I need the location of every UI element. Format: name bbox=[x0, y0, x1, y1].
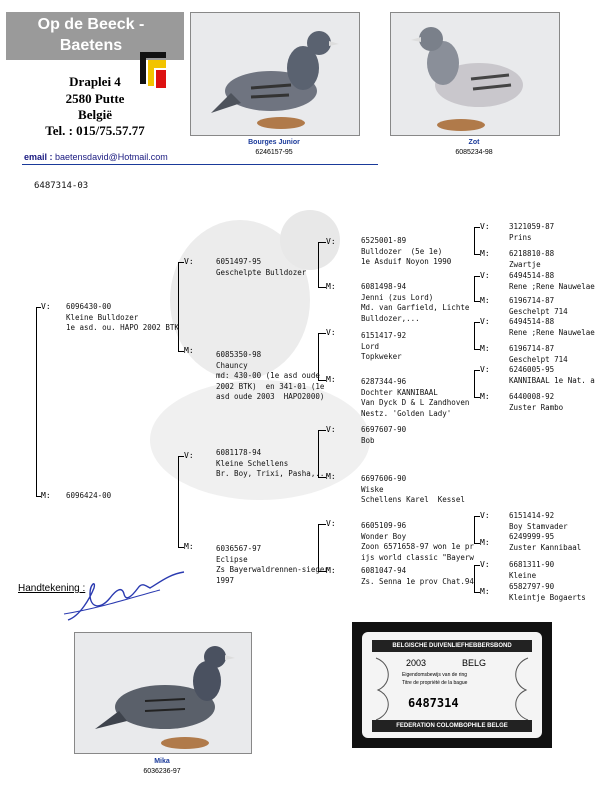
tree-line bbox=[36, 307, 37, 497]
label-v: V: bbox=[326, 425, 336, 434]
cert-ornament-left bbox=[372, 654, 400, 724]
gggp-11: 6681311-90 Kleine bbox=[509, 560, 555, 580]
label-v: V: bbox=[326, 237, 336, 246]
dam: 6096424-00 bbox=[66, 491, 112, 500]
city: 2580 Putte bbox=[65, 91, 125, 106]
caption-name-top-right: Zot bbox=[468, 139, 480, 146]
caption-ring-top-right: 6085234-98 bbox=[455, 149, 493, 156]
signature-label: Handtekening : bbox=[18, 583, 86, 594]
tree-line bbox=[474, 516, 475, 544]
label-m: M: bbox=[480, 249, 490, 258]
tree-line bbox=[318, 242, 326, 243]
gggp-5: 6494514-88 Rene ;Rene Nauwelae bbox=[509, 317, 595, 337]
sire-dam: 6085350-98 Chauncy md: 430-00 (1e asd oude 2002 BTK) en 341-01 (1e asd oude 2003 HAPO2000) bbox=[216, 350, 325, 401]
sire-sire: 6051497-95 Geschelpte Bulldozer bbox=[216, 257, 307, 277]
cert-org-fr: FEDERATION COLOMBOPHILE BELGE bbox=[372, 720, 532, 732]
tree-line bbox=[474, 322, 475, 350]
gggp-2: 6218810-88 Zwartje bbox=[509, 249, 555, 269]
gggp-1: 3121059-87 Prins bbox=[509, 222, 555, 242]
tree-line bbox=[474, 227, 475, 255]
ggp-1: 6525001-89 Bulldozer (5e 1e) 1e Asduif Noyon 1990 bbox=[361, 236, 452, 266]
pigeon-icon bbox=[75, 633, 251, 753]
cert-line1: Eigendomsbewijs van de ring bbox=[402, 672, 468, 678]
gggp-7: 6246005-95 KANNIBAAL 1e Nat. a bbox=[509, 365, 595, 385]
tree-line bbox=[474, 565, 475, 593]
label-v: V: bbox=[480, 511, 490, 520]
gggp-6: 6196714-87 Geschelpt 714 bbox=[509, 344, 568, 364]
header-divider bbox=[22, 164, 378, 165]
sire: 6096430-00 Kleine Bulldozer 1e asd. ou. HAPO 2002 BTK bbox=[66, 302, 179, 332]
label-m: M: bbox=[480, 587, 490, 596]
caption-name-bottom: Mika bbox=[154, 758, 170, 765]
cert-line2: Titre de propriété de la bague bbox=[402, 680, 468, 686]
cert-org-nl: BELGISCHE DUIVENLIEFHEBBERSBOND bbox=[372, 640, 532, 652]
label-m: M: bbox=[184, 346, 194, 355]
label-v: V: bbox=[480, 365, 490, 374]
tree-line bbox=[318, 524, 326, 525]
caption-name-top-left: Bourges Junior bbox=[248, 139, 300, 146]
pigeon-icon bbox=[191, 13, 359, 135]
gggp-3: 6494514-88 Rene ;Rene Nauwelae bbox=[509, 271, 595, 291]
tree-line bbox=[178, 456, 179, 548]
tree-line bbox=[474, 370, 475, 398]
cert-country: BELG bbox=[462, 658, 487, 668]
label-m: M: bbox=[326, 282, 336, 291]
ggp-4: 6287344-96 Dochter KANNIBAAL Van Dyck D & L Zandhoven Nestz. 'Golden Lady' bbox=[361, 377, 470, 418]
ggp-3: 6151417-92 Lord Topkweker bbox=[361, 331, 407, 361]
label-v: V: bbox=[326, 328, 336, 337]
certificate-card bbox=[362, 632, 542, 738]
pigeon-icon bbox=[391, 13, 559, 135]
email bbox=[24, 152, 168, 162]
email-label: email : bbox=[24, 152, 53, 162]
caption-ring-bottom: 6036236-97 bbox=[143, 768, 181, 775]
main-ring: 6487314-03 bbox=[34, 181, 89, 191]
logo-line1: Op de Beeck - bbox=[37, 16, 145, 33]
dam-sire: 6081178-94 Kleine Schellens Br. Boy, Trixi, Pasha,... bbox=[216, 448, 329, 478]
label-m: M: bbox=[41, 491, 51, 500]
label-v: V: bbox=[480, 222, 490, 231]
label-v: V: bbox=[41, 302, 51, 311]
label-v: V: bbox=[184, 451, 194, 460]
label-m: M: bbox=[480, 296, 490, 305]
street: Draplei 4 bbox=[69, 74, 121, 89]
ggp-5: 6697607-90 Bob bbox=[361, 425, 407, 445]
logo-line2: Baetens bbox=[59, 37, 123, 54]
label-m: M: bbox=[326, 566, 336, 575]
label-m: M: bbox=[480, 344, 490, 353]
ggp-8: 6081047-94 Zs. Senna 1e prov Chat.94 bbox=[361, 566, 474, 586]
cert-year: 2003 bbox=[406, 658, 427, 668]
label-v: V: bbox=[480, 271, 490, 280]
ggp-2: 6081498-94 Jenni (zus Lord) Md. van Garfield, Lichte Bulldozer,... bbox=[361, 282, 470, 323]
label-m: M: bbox=[326, 375, 336, 384]
cert-ornament-right bbox=[504, 654, 532, 724]
label-m: M: bbox=[480, 392, 490, 401]
gggp-10: 6249999-95 Zuster Kannibaal bbox=[509, 532, 582, 552]
cert-number: 6487314 bbox=[408, 696, 459, 710]
photo-mika bbox=[74, 632, 252, 754]
ggp-6: 6697606-90 Wiske Schellens Karel Kessel bbox=[361, 474, 465, 504]
label-m: M: bbox=[184, 542, 194, 551]
gggp-12: 6582797-90 Kleintje Bogaerts bbox=[509, 582, 586, 602]
phone: Tel. : 015/75.57.77 bbox=[45, 123, 145, 138]
gggp-9: 6151414-92 Boy Stamvader bbox=[509, 511, 568, 531]
gggp-8: 6440008-92 Zuster Rambo bbox=[509, 392, 564, 412]
country: België bbox=[78, 107, 112, 122]
photo-zot bbox=[390, 12, 560, 136]
tree-line bbox=[474, 276, 475, 302]
tree-line bbox=[318, 287, 326, 288]
label-v: V: bbox=[480, 317, 490, 326]
caption-ring-top-left: 6246157-95 bbox=[255, 149, 293, 156]
signature-image bbox=[60, 568, 190, 628]
label-v: V: bbox=[326, 519, 336, 528]
label-v: V: bbox=[480, 560, 490, 569]
tree-line bbox=[318, 430, 326, 431]
email-value[interactable]: baetensdavid@Hotmail.com bbox=[55, 152, 168, 162]
label-m: M: bbox=[326, 472, 336, 481]
tree-line bbox=[318, 333, 326, 334]
dam-dam: 6036567-97 Eclipse Zs Bayerwaldrennen-sieger 1997 bbox=[216, 544, 329, 585]
photo-bourges-junior bbox=[190, 12, 360, 136]
ggp-7: 6605109-96 Wonder Boy Zoon 6571658-97 won 1e pr ijs world classic "Bayerw bbox=[361, 521, 474, 562]
ring-certificate bbox=[352, 622, 552, 748]
tree-line bbox=[318, 242, 319, 288]
label-m: M: bbox=[480, 538, 490, 547]
gggp-4: 6196714-87 Geschelpt 714 bbox=[509, 296, 568, 316]
label-v: V: bbox=[184, 257, 194, 266]
